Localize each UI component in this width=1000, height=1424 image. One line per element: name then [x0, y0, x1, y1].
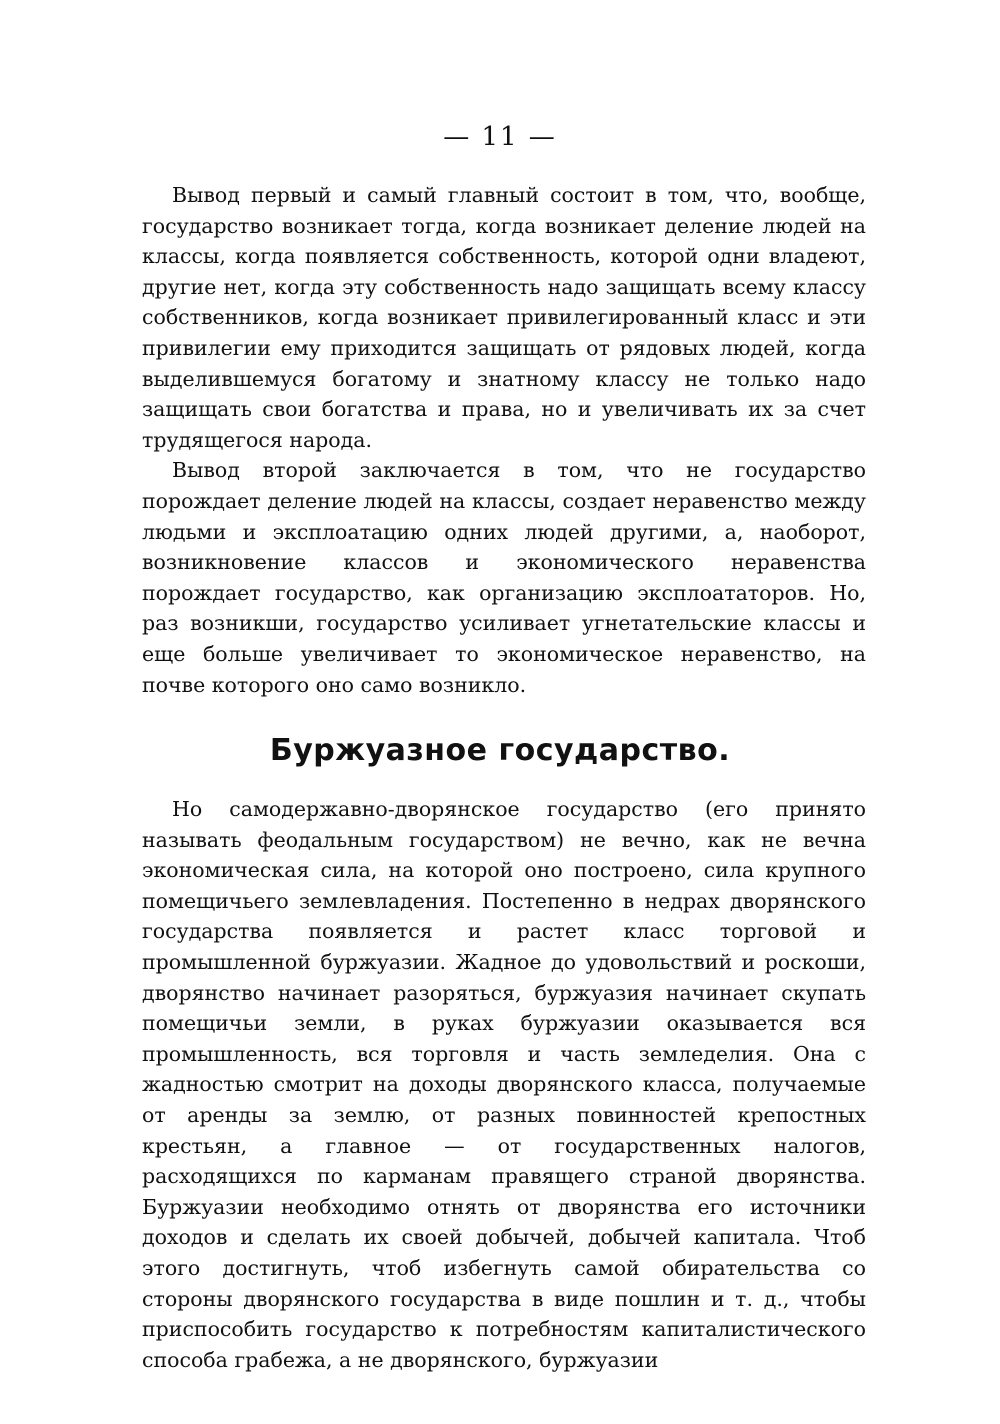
paragraph-bourgeois-state: Но самодержавно-дворянское государство (его принято называть феодальным государством) не вечно, как не вечна экономическая сила, на которой оно построено, сила крупного помещичьего землевладения. Постепенно в недрах дворянского государства появляется и растет класс торговой и промышленной буржуазии. Жадное до удовольствий и роскоши, дворянство начинает разоряться, буржуазия начинает скупать помещичьи земли, в руках буржуазии оказывается вся промышленность, вся торговля и часть земледелия. Она с жадностью смотрит на доходы дворянского класса, получаемые от аренды за землю, от разных повинностей крепостных крестьян, а главное — от государственных налогов, расходящихся по карманам правящего страной дворянства. Буржуазии необходимо отнять от дворянства его источники доходов и сделать их своей добычей, добычей капитала. Чтоб этого достигнуть, чтоб избегнуть самой обирательства со стороны дворянского государства в виде пошлин и т. д., чтобы приспособить государство к потребностям капиталистического способа грабежа, а не дворянского, буржуазии: [142, 797, 866, 1372]
section-heading: Буржуазное государство.: [269, 733, 731, 768]
section-conclusions: [142, 180, 866, 700]
paragraph-first-conclusion: Вывод первый и самый главный состоит в том, что, вообще, государство возникает тогда, когда возникает деление людей на классы, когда появляется собственность, которой одни владеют, другие нет, когда эту собственность надо защищать всему классу собственников, когда возникает привилегированный класс и эти привилегии ему приходится защищать от рядовых людей, когда выделившемуся богатому и знатному классу не только надо защищать свои богатства и права, но и увеличивать их за счет трудящегося народа.: [142, 183, 866, 452]
page-number: — 11 —: [443, 122, 557, 152]
section-bourgeois-state: [142, 794, 866, 1375]
paragraph-second-conclusion: Вывод второй заключается в том, что не государство порождает деление людей на классы, создает неравенство между людьми и эксплоатацию одних людей другими, а, наоборот, возникновение классов и экономического неравенства порождает государство, как организацию эксплоататоров. Но, раз возникши, государство усиливает угнетательские классы и еще больше увеличивает то экономическое неравенство, на почве которого оно само возникло.: [142, 458, 866, 697]
